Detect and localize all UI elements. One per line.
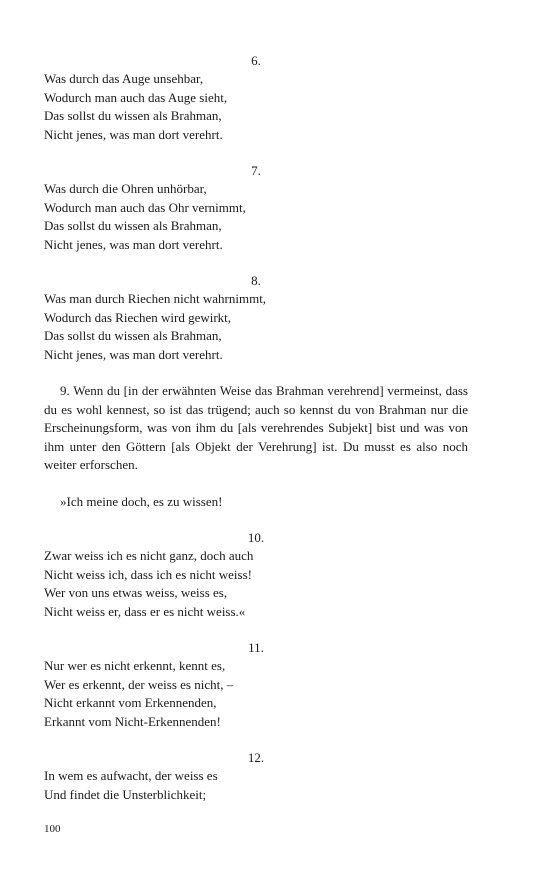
verse-line: Und findet die Unsterblichkeit;	[44, 786, 207, 802]
stanza-7	[44, 162, 468, 254]
verse-number: 6.	[251, 53, 261, 68]
verse-line: Das sollst du wissen als Brahman,	[44, 328, 222, 343]
verse-line: Wodurch man auch das Ohr vernimmt,	[44, 199, 246, 215]
verse-line: In wem es aufwacht, der weiss es	[44, 768, 218, 783]
verse-number: 8.	[251, 273, 261, 288]
verse-number: 10.	[247, 530, 265, 545]
verse-line: Das sollst du wissen als Brahman,	[44, 218, 222, 233]
verse-line: Nicht jenes, was man dort verehrt.	[44, 126, 223, 142]
stanza-8	[44, 272, 468, 364]
verse-line: Was durch das Auge unsehbar,	[44, 71, 204, 86]
stanza-12	[44, 749, 468, 804]
stanza-11	[44, 639, 468, 731]
verse-line: Nur wer es nicht erkennt, kennt es,	[44, 658, 226, 673]
page-body	[44, 52, 468, 822]
verse-line: Wer von uns etwas weiss, weiss es,	[44, 585, 228, 600]
verse-number: 7.	[251, 163, 261, 178]
verse-line: Nicht jenes, was man dort verehrt.	[44, 236, 223, 252]
verse-line: Was man durch Riechen nicht wahrnimmt,	[44, 291, 267, 306]
stanza-6	[44, 52, 468, 144]
verse-line: Erkannt vom Nicht-Erkennenden!	[44, 713, 221, 729]
verse-line: Wodurch das Riechen wird gewirkt,	[44, 309, 232, 325]
verse-line: Wer es erkennt, der weiss es nicht, –	[44, 676, 234, 692]
verse-line: Nicht weiss er, dass er es nicht weiss.«	[44, 603, 246, 619]
page-number: 100	[44, 823, 61, 835]
verse-line: Das sollst du wissen als Brahman,	[44, 108, 222, 123]
verse-line: Wodurch man auch das Auge sieht,	[44, 89, 228, 105]
verse-line: Zwar weiss ich es nicht ganz, doch auch	[44, 548, 254, 563]
prose-paragraph-9: 9. Wenn du [in der erwähnten Weise das Brahman verehrend] vermeinst, dass du es wohl kennest, so ist das trügend; auch so kennst du von Brahman nur die Erscheinungsform, was von ihm du [als verehrendes Subjekt] bist und was von ihm unter den Göttern [als Objekt der Verehrung] ist. Du musst es also noch weiter erforschen.	[44, 383, 468, 472]
quote-line: »Ich meine doch, es zu wissen!	[60, 493, 223, 509]
verse-number: 11.	[248, 640, 264, 655]
verse-line: Nicht weiss ich, dass ich es nicht weiss!	[44, 566, 252, 582]
verse-line: Nicht erkannt vom Erkennenden,	[44, 695, 217, 710]
verse-line: Nicht jenes, was man dort verehrt.	[44, 346, 223, 362]
stanza-10	[44, 529, 468, 621]
verse-line: Was durch die Ohren unhörbar,	[44, 181, 207, 196]
verse-number: 12.	[247, 750, 265, 765]
